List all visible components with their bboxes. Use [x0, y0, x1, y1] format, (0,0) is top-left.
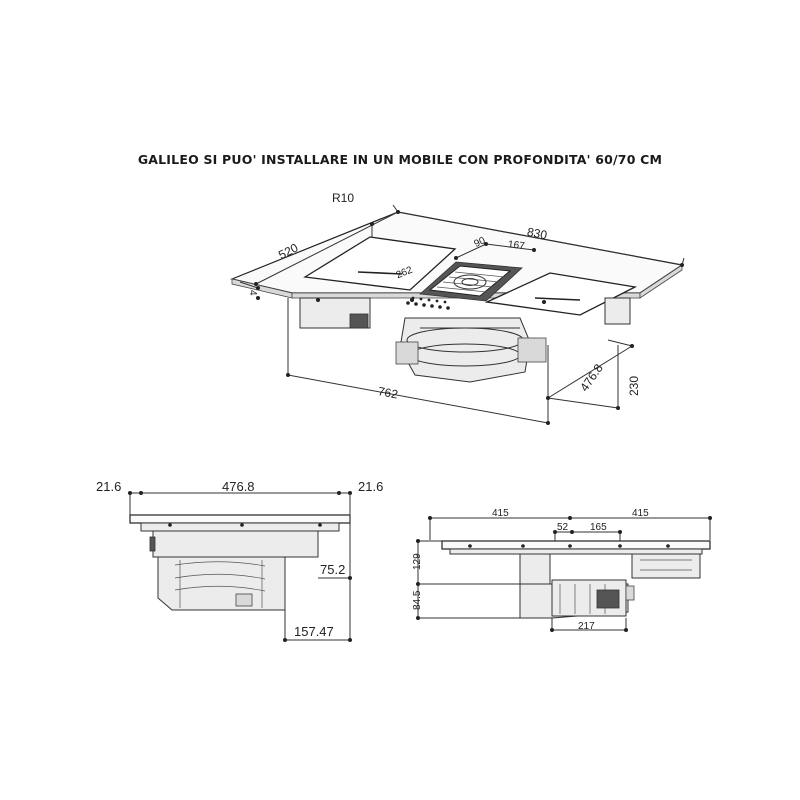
motor-outlet — [518, 338, 546, 362]
front-control-box — [632, 554, 700, 578]
right-support — [605, 298, 630, 324]
iso-vent-width-label: 90 — [472, 235, 488, 250]
iso-height-label: 230 — [627, 375, 641, 396]
side-right-margin-label: 21.6 — [358, 479, 384, 494]
side-housing — [153, 531, 318, 557]
front-motor-width-label: 217 — [578, 621, 595, 632]
iso-cutout-width-label: 762 — [376, 384, 400, 402]
drawing-title: GALILEO SI PUO' INSTALLARE IN UN MOBILE CON PROFONDITA' 60/70 CM — [137, 152, 663, 167]
iso-depth-label: 520 — [276, 240, 301, 263]
side-view — [96, 479, 383, 642]
front-motor-outlet — [597, 590, 619, 608]
side-glass — [130, 515, 350, 523]
side-cutout-depth-label: 476.8 — [222, 479, 255, 494]
iso-cutout-depth-label: 476.8 — [577, 361, 606, 394]
front-right-half-label: 415 — [632, 508, 649, 519]
isometric-view — [232, 191, 684, 425]
side-left-margin-label: 21.6 — [96, 479, 122, 494]
iso-vent-offset-label: 167 — [507, 239, 526, 253]
connector-block — [350, 314, 368, 328]
motor-side-box — [396, 342, 418, 364]
front-view — [412, 508, 712, 632]
front-height-lower-label: 84.5 — [412, 590, 423, 610]
iso-zone-label: 262 — [394, 264, 415, 282]
iso-width-label: 830 — [525, 224, 549, 243]
front-glass — [442, 541, 710, 549]
front-offset-label: 52 — [557, 522, 569, 533]
front-height-upper-label: 129 — [412, 553, 423, 570]
front-left-half-label: 415 — [492, 508, 509, 519]
side-unit-height-label: 75.2 — [320, 562, 346, 577]
side-connector — [236, 594, 252, 606]
front-span-label: 165 — [590, 522, 607, 533]
iso-thickness-label: 4 — [247, 290, 258, 296]
side-unit-depth-label: 157.47 — [294, 624, 334, 639]
front-duct — [520, 554, 550, 584]
iso-radius-label: R10 — [332, 191, 355, 205]
